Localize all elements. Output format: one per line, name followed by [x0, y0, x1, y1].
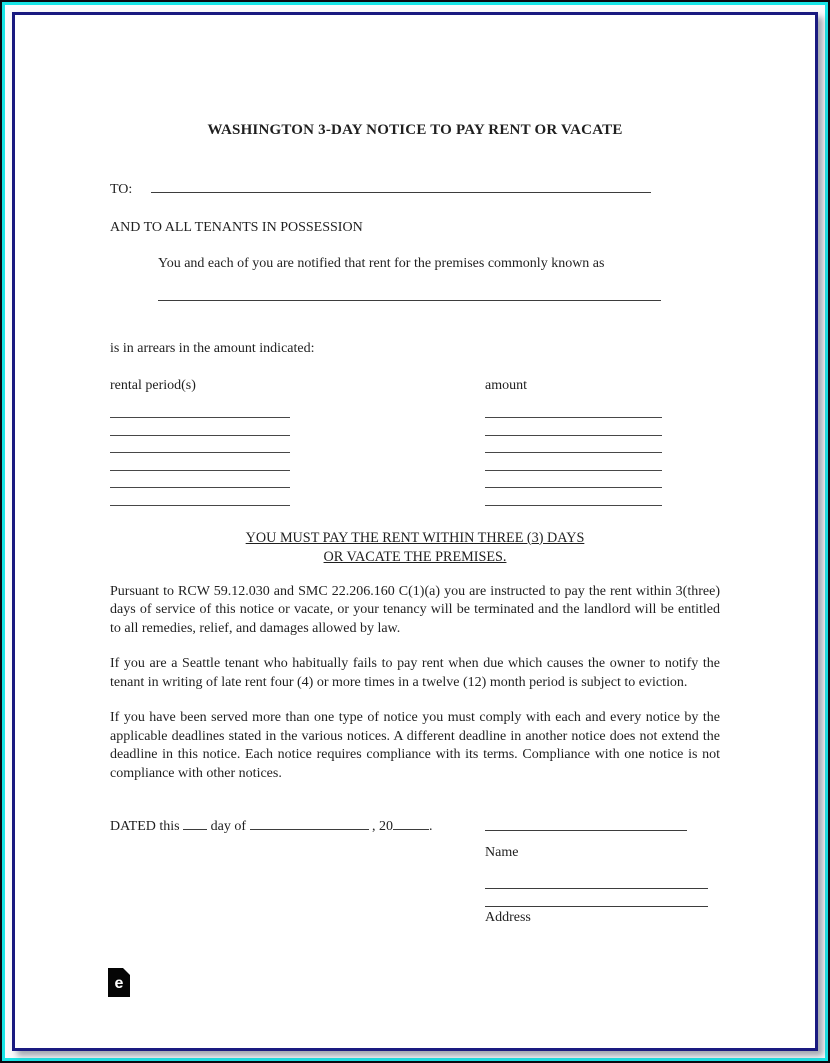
amount-lines [485, 401, 720, 506]
amount-column [485, 377, 720, 506]
dated-comma-year: , 20 [372, 819, 394, 834]
month-field-line[interactable] [250, 816, 369, 830]
amount-header: amount [485, 377, 527, 393]
amount-line[interactable] [485, 453, 662, 471]
amount-line[interactable] [485, 418, 662, 436]
paragraph-multiple-notices: If you have been served more than one type of notice you must comply with each and every notice by the applicable deadlines stated in the various notices. A different deadline in another notice does not extend the deadline in this notice. Each notice requires compliance with its terms. Compliance with one notice is not compliance with other notices. [110, 710, 720, 781]
rental-period-line[interactable] [110, 488, 290, 506]
demand-heading-line2: OR VACATE THE PREMISES. [323, 548, 507, 565]
arrears-statement: is in arrears in the amount indicated: [110, 341, 315, 356]
rental-period-lines [110, 401, 485, 506]
document-page [12, 12, 818, 1051]
amount-line[interactable] [485, 488, 662, 506]
rental-period-line[interactable] [110, 418, 290, 436]
rental-period-line[interactable] [110, 436, 290, 454]
rental-period-line[interactable] [110, 401, 290, 419]
tenants-in-possession-line: AND TO ALL TENANTS IN POSSESSION [110, 219, 363, 235]
dated-prefix: DATED this [110, 819, 180, 834]
demand-heading-line1: YOU MUST PAY THE RENT WITHIN THREE (3) DAYS [245, 529, 585, 546]
paragraph-seattle-tenant: If you are a Seattle tenant who habitually fails to pay rent when due which causes the owner to notify the tenant in writing of late rent four (4) or more times in a twelve (12) month period is subject to eviction. [110, 656, 720, 690]
rental-period-line[interactable] [110, 453, 290, 471]
arrears-fill-table [110, 377, 720, 506]
day-field-line[interactable] [183, 816, 207, 830]
document-title: WASHINGTON 3-DAY NOTICE TO PAY RENT OR VACATE [207, 122, 623, 138]
address-label: Address [485, 910, 531, 925]
amount-line[interactable] [485, 471, 662, 489]
year-field-line[interactable] [393, 816, 429, 830]
notified-statement: You and each of you are notified that rent for the premises commonly known as [158, 256, 605, 271]
eforms-logo [108, 968, 130, 997]
paragraph-pursuant: Pursuant to RCW 59.12.030 and SMC 22.206.160 C(1)(a) you are instructed to pay the rent within 3(three) days of service of this notice or vacate, or your tenancy will be terminated and the landlord will be entitled to all remedies, relief, and damages allowed by law. [110, 583, 720, 636]
to-row [110, 178, 720, 200]
name-label: Name [485, 845, 519, 860]
eforms-logo-letter: e [114, 975, 124, 992]
signature-field-line[interactable] [485, 816, 687, 831]
to-field-line[interactable] [151, 178, 651, 193]
premises-row [110, 286, 720, 308]
rental-period-header: rental period(s) [110, 377, 196, 393]
amount-line[interactable] [485, 401, 662, 419]
premises-field-line[interactable] [158, 286, 661, 301]
address-field-line-2[interactable] [485, 889, 708, 907]
rental-period-line[interactable] [110, 471, 290, 489]
dated-day-of: day of [210, 819, 247, 834]
signature-column [485, 816, 708, 925]
rental-period-column [110, 377, 485, 506]
dated-signature-block [110, 816, 720, 925]
amount-line[interactable] [485, 436, 662, 454]
dated-sentence [110, 816, 485, 837]
document-content [15, 15, 815, 1048]
dated-period: . [429, 819, 433, 834]
to-label: TO: [110, 182, 133, 197]
address-field-line-1[interactable] [485, 877, 708, 889]
demand-heading [110, 529, 720, 567]
